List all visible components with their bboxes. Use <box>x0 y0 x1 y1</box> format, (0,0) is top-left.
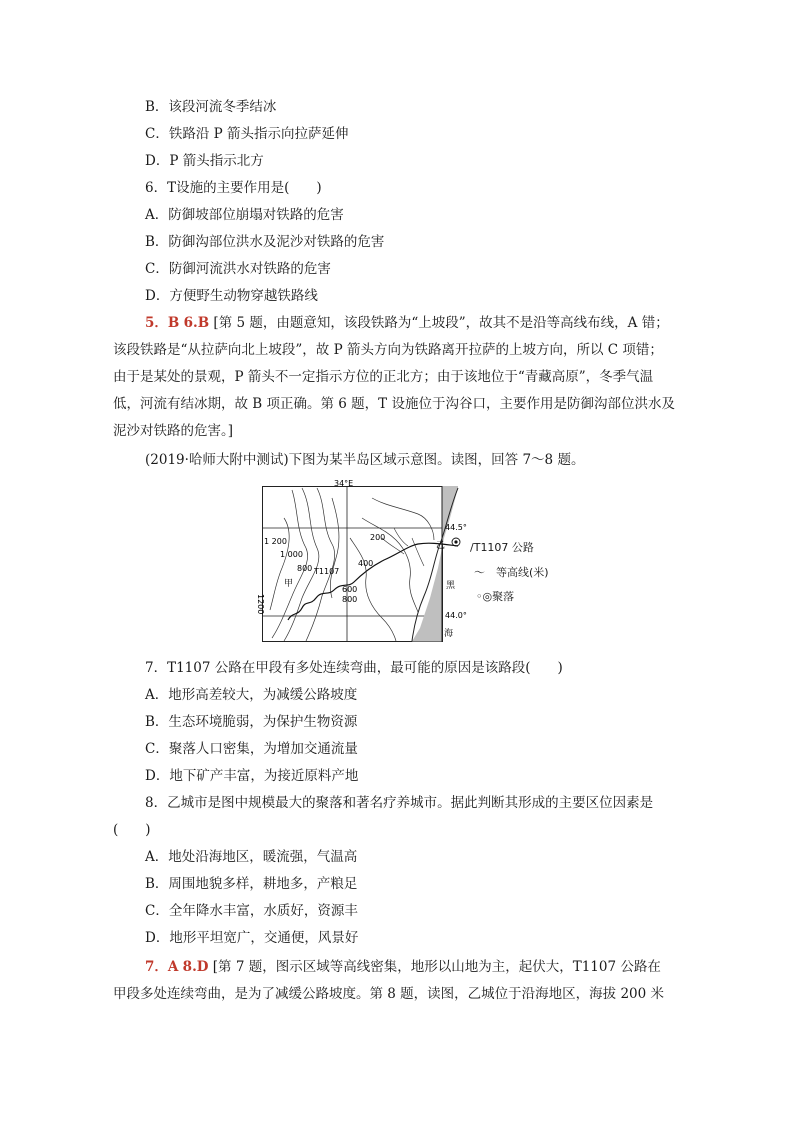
q5-option-d: D．P 箭头指示北方 <box>145 153 264 169</box>
q5-option-c: C．铁路沿 P 箭头指示向拉萨延伸 <box>145 126 349 142</box>
intro-78: (2019·哈师大附中测试)下图为某半岛区域示意图。读图，回答 7～8 题。 <box>145 452 585 468</box>
place-yi: 乙 <box>436 541 446 551</box>
contour-label: 800 <box>297 564 313 573</box>
answer-5-number: 5．B <box>145 315 180 331</box>
contour-label: 1 000 <box>280 550 303 559</box>
answer-56-line5: 泥沙对铁路的危害。] <box>113 423 234 439</box>
q8-option-c: C．全年降水丰富，水质好，资源丰 <box>145 903 358 919</box>
answer-56-text-1: [第 5 题，由题意知，该段铁路为“上坡段”，故其不是沿等高线布线，A 错； <box>213 315 669 331</box>
settlement-legend-icon: ◦◎ <box>476 590 493 603</box>
q7-stem: 7．T1107 公路在甲段有多处连续弯曲，最可能的原因是该路段( ) <box>145 660 563 676</box>
contour-legend-icon: 〜 <box>474 566 496 579</box>
lon-label: 34°E <box>334 479 354 488</box>
q7-option-a: A．地形高差较大，为减缓公路坡度 <box>145 687 358 703</box>
answer-7-number: 7．A <box>145 959 179 975</box>
contour-label: 1 200 <box>264 537 287 546</box>
road-legend-icon: / <box>470 541 474 554</box>
peninsula-map <box>256 478 502 643</box>
q8-stem-line2: ( ) <box>113 822 151 838</box>
answer-78-line2: 甲段多处连续弯曲，是为了减缓公路坡度。第 8 题，读图，乙城位于沿海地区，海拔 200 米 <box>113 986 665 1002</box>
place-jia: 甲 <box>284 579 294 589</box>
answer-6-number: 6.B <box>183 315 210 331</box>
answer-78-text-1: [第 7 题，图示区域等高线密集，地形以山地为主，起伏大，T1107 公路在 <box>212 959 661 975</box>
answer-78-line1 <box>145 957 661 977</box>
q7-option-c: C．聚落人口密集，为增加交通流量 <box>145 741 358 757</box>
q6-option-c: C．防御河流洪水对铁路的危害 <box>145 261 331 277</box>
answer-56-line1 <box>145 313 669 333</box>
sea-label-top: 黑 <box>446 581 456 591</box>
answer-56-line2: 该段铁路是“从拉萨向北上坡段”，故 P 箭头方向为铁路离开拉萨的上坡方向，所以 C 项错； <box>113 342 663 358</box>
contour-label: 600 <box>342 585 358 594</box>
lat-label-top: 44.5° <box>445 523 467 532</box>
contour-label: 400 <box>358 559 374 568</box>
sea-label-bottom: 海 <box>444 629 454 639</box>
answer-56-line4: 低，河流有结冰期，故 B 项正确。第 6 题，T 设施位于沟谷口，主要作用是防御沟部位洪水及 <box>113 396 675 412</box>
q6-stem: 6．T设施的主要作用是( ) <box>145 180 322 196</box>
contour-label: 200 <box>370 533 386 542</box>
legend-contour: 〜 等高线(米) <box>474 566 549 579</box>
q8-option-b: B．周围地貌多样，耕地多，产粮足 <box>145 876 358 892</box>
answer-8-number: 8.D <box>182 959 209 975</box>
q8-option-d: D．地形平坦宽广，交通便，风景好 <box>145 930 359 946</box>
q6-option-b: B．防御沟部位洪水及泥沙对铁路的危害 <box>145 234 385 250</box>
q7-option-b: B．生态环境脆弱，为保护生物资源 <box>145 714 358 730</box>
q7-option-d: D．地下矿产丰富，为接近原料产地 <box>145 768 359 784</box>
q5-option-b: B．该段河流冬季结冰 <box>145 99 277 115</box>
contour-label: 800 <box>342 595 358 604</box>
legend-settlement: ◦◎聚落 <box>476 590 515 603</box>
q6-option-a: A．防御坡部位崩塌对铁路的危害 <box>145 207 344 223</box>
answer-56-line3: 由于是某处的景观，P 箭头不一定指示方位的正北方；由于该地位于“青藏高原”，冬季气温 <box>113 369 654 385</box>
q8-option-a: A．地处沿海地区，暖流强，气温高 <box>145 849 358 865</box>
contour-label: 1200 <box>256 594 265 615</box>
lat-label-bottom: 44.0° <box>445 611 467 620</box>
road-label: T1107 <box>314 567 340 576</box>
legend-road: /T1107 公路 <box>470 541 534 554</box>
q8-stem-line1: 8．乙城市是图中规模最大的聚落和著名疗养城市。据此判断其形成的主要区位因素是 <box>145 795 654 811</box>
q6-option-d: D．方便野生动物穿越铁路线 <box>145 288 318 304</box>
